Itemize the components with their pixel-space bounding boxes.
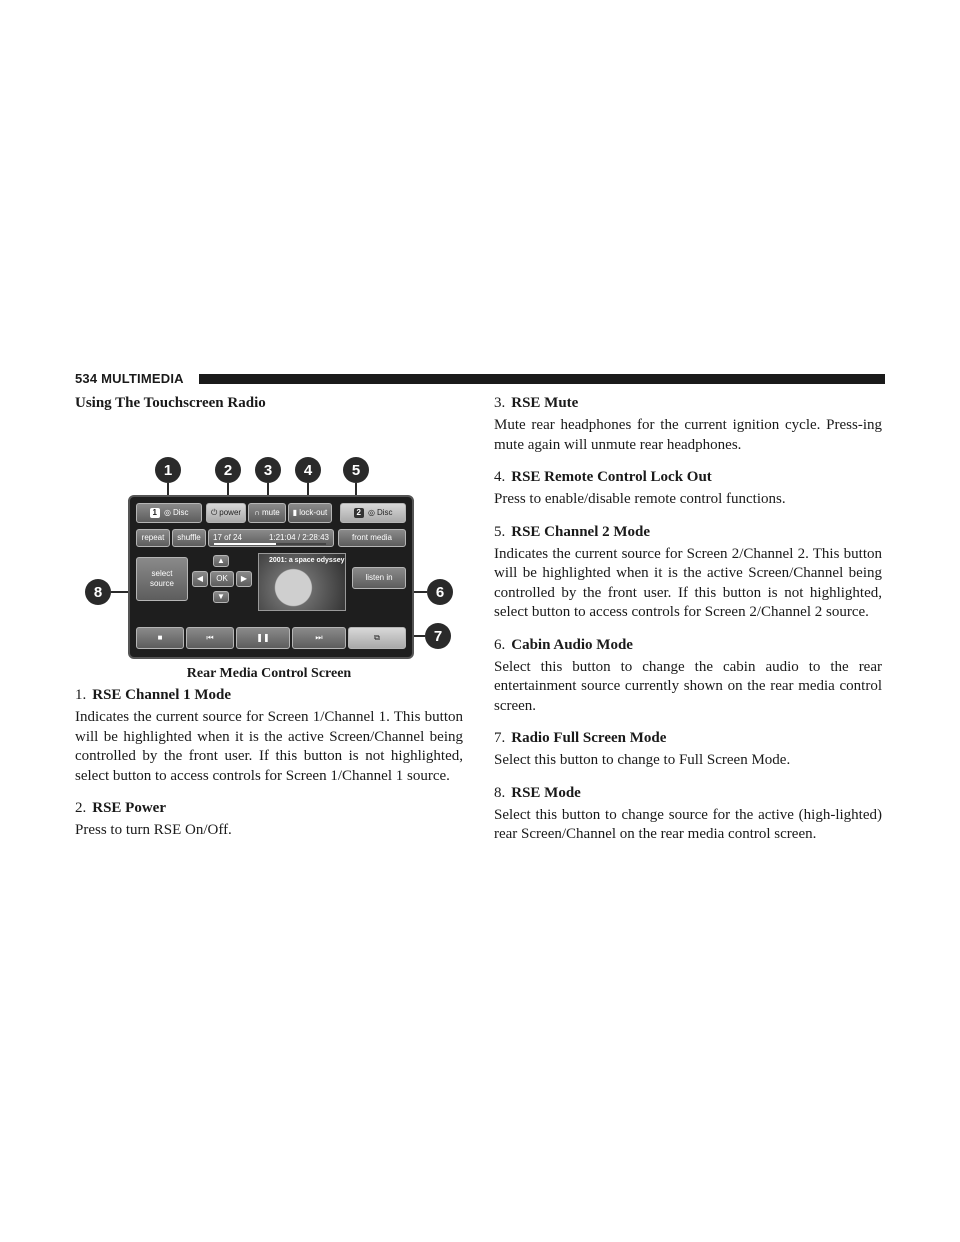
list-item [75,685,463,786]
rse-channel-1-button[interactable] [136,503,202,523]
rear-media-screen [128,495,414,659]
list-item [494,467,882,510]
list-item [494,783,882,845]
callout-5: 5 [343,457,369,483]
item-description: Indicates the current source for Screen 2/Channel 2. This button will be highlighted when it is the active Screen/Channel being controlled by the front user. If this button is not highlighted, select button to access controls for Screen 2/Channel 2 source. [494,545,882,620]
item-description: Indicates the current source for Screen 1/Channel 1. This button will be highlighted when it is the active Screen/Channel being controlled by the front user. If this button is not highlighted, select button to access controls for Screen 1/Channel 1 source. [75,709,463,784]
item-title: RSE Channel 1 Mode [92,687,232,703]
stop-icon: ■ [157,633,163,642]
arrow-left-button[interactable]: ◀ [192,571,208,587]
front-media-label: front media [351,533,393,542]
remote-icon: ▮ [292,508,298,517]
channel-1-label: Disc [172,508,189,517]
left-column [75,393,463,853]
item-number: 7. [494,730,506,746]
time-readout: 1:21:04 / 2:28:43 [268,533,329,542]
mute-label: mute [261,508,280,517]
item-heading [494,783,882,803]
item-number: 1. [75,687,87,703]
listen-in-button[interactable] [352,567,406,589]
item-heading [494,522,882,542]
ok-button[interactable] [210,571,234,587]
rse-channel-2-button[interactable] [340,503,406,523]
item-number: 3. [494,395,506,411]
headphones-icon: ∩ [254,508,260,517]
disc-icon: ◎ [367,508,375,517]
channel-badge: 2 [354,508,364,518]
item-heading [75,798,463,818]
item-heading [494,467,882,487]
full-screen-button[interactable] [348,627,406,649]
repeat-button[interactable] [136,529,170,547]
figure-caption: Rear Media Control Screen [186,666,352,681]
list-item [494,728,882,771]
previous-icon: ⏮ [206,633,214,642]
album-art [258,553,346,611]
item-number: 4. [494,469,506,485]
list-item [494,635,882,717]
item-title: RSE Mode [511,784,581,801]
album-art-title: 2001: a space odyssey [269,557,345,564]
next-button[interactable] [292,627,346,649]
item-description: Press to turn RSE On/Off. [75,822,232,838]
item-description: Select this button to change the cabin audio to the rear entertainment source currently shown on the rear media control screen. [494,658,882,714]
shuffle-label: shuffle [177,533,201,542]
list-item [494,393,882,455]
item-number: 2. [75,800,87,816]
callout-3: 3 [255,457,281,483]
item-number: 8. [494,784,506,801]
item-description: Select this button to change source for the active (high-lighted) rear Screen/Channel on the rear media control screen. [494,806,882,842]
item-heading [494,393,882,413]
list-item [75,798,463,841]
callout-8: 8 [85,579,111,605]
callout-4: 4 [295,457,321,483]
stop-button[interactable] [136,627,184,649]
item-title: RSE Remote Control Lock Out [511,469,712,485]
callout-6: 6 [427,579,453,605]
power-label: power [219,508,242,517]
item-number: 5. [494,523,506,540]
full-screen-icon: ⧉ [374,633,380,642]
item-description: Press to enable/disable remote control functions. [494,491,786,507]
item-title: RSE Mute [511,395,579,411]
item-description: Mute rear headphones for the current ignition cycle. Press-ing mute again will unmute rear headphones. [494,417,882,453]
pause-button[interactable] [236,627,290,649]
lockout-label: lock-out [299,508,328,517]
item-number: 6. [494,636,506,653]
select-source-label: select source [149,568,174,588]
page-header [75,371,885,387]
item-heading [494,635,882,655]
rse-lockout-button[interactable] [288,503,332,523]
rse-mute-button[interactable] [248,503,286,523]
previous-button[interactable] [186,627,234,649]
power-icon: ⏻ [210,508,218,517]
callout-2: 2 [215,457,241,483]
item-title: Cabin Audio Mode [511,636,633,653]
page-label: 534 MULTIMEDIA [75,371,184,386]
item-title: Radio Full Screen Mode [511,730,667,746]
disc-icon: ◎ [163,508,171,517]
item-description: Select this button to change to Full Screen Mode. [494,752,791,768]
arrow-up-button[interactable]: ▲ [213,555,229,567]
track-counter: 17 of 24 [213,533,242,542]
repeat-label: repeat [141,533,165,542]
list-item [494,522,882,623]
ok-label: OK [216,574,228,583]
front-media-button[interactable] [338,529,406,547]
select-source-button[interactable] [136,557,188,601]
item-heading [75,685,463,705]
figure-rear-media-control-screen [75,423,463,665]
pause-icon: ❚❚ [256,633,270,642]
progress-bar [214,543,326,545]
listen-in-label: listen in [365,573,393,582]
arrow-right-button[interactable]: ▶ [236,571,252,587]
channel-2-label: Disc [376,508,393,517]
arrow-down-button[interactable]: ▼ [213,591,229,603]
section-title: Using The Touchscreen Radio [75,395,266,411]
next-icon: ⏭ [315,633,323,642]
item-heading [494,728,882,748]
right-column [494,393,882,857]
item-title: RSE Power [92,800,166,816]
channel-badge: 1 [150,508,160,518]
progress-fill [214,543,276,545]
callout-1: 1 [155,457,181,483]
item-title: RSE Channel 2 Mode [511,523,651,540]
callout-7: 7 [425,623,451,649]
rse-power-button[interactable] [206,503,246,523]
header-rule [199,374,885,384]
shuffle-button[interactable] [172,529,206,547]
